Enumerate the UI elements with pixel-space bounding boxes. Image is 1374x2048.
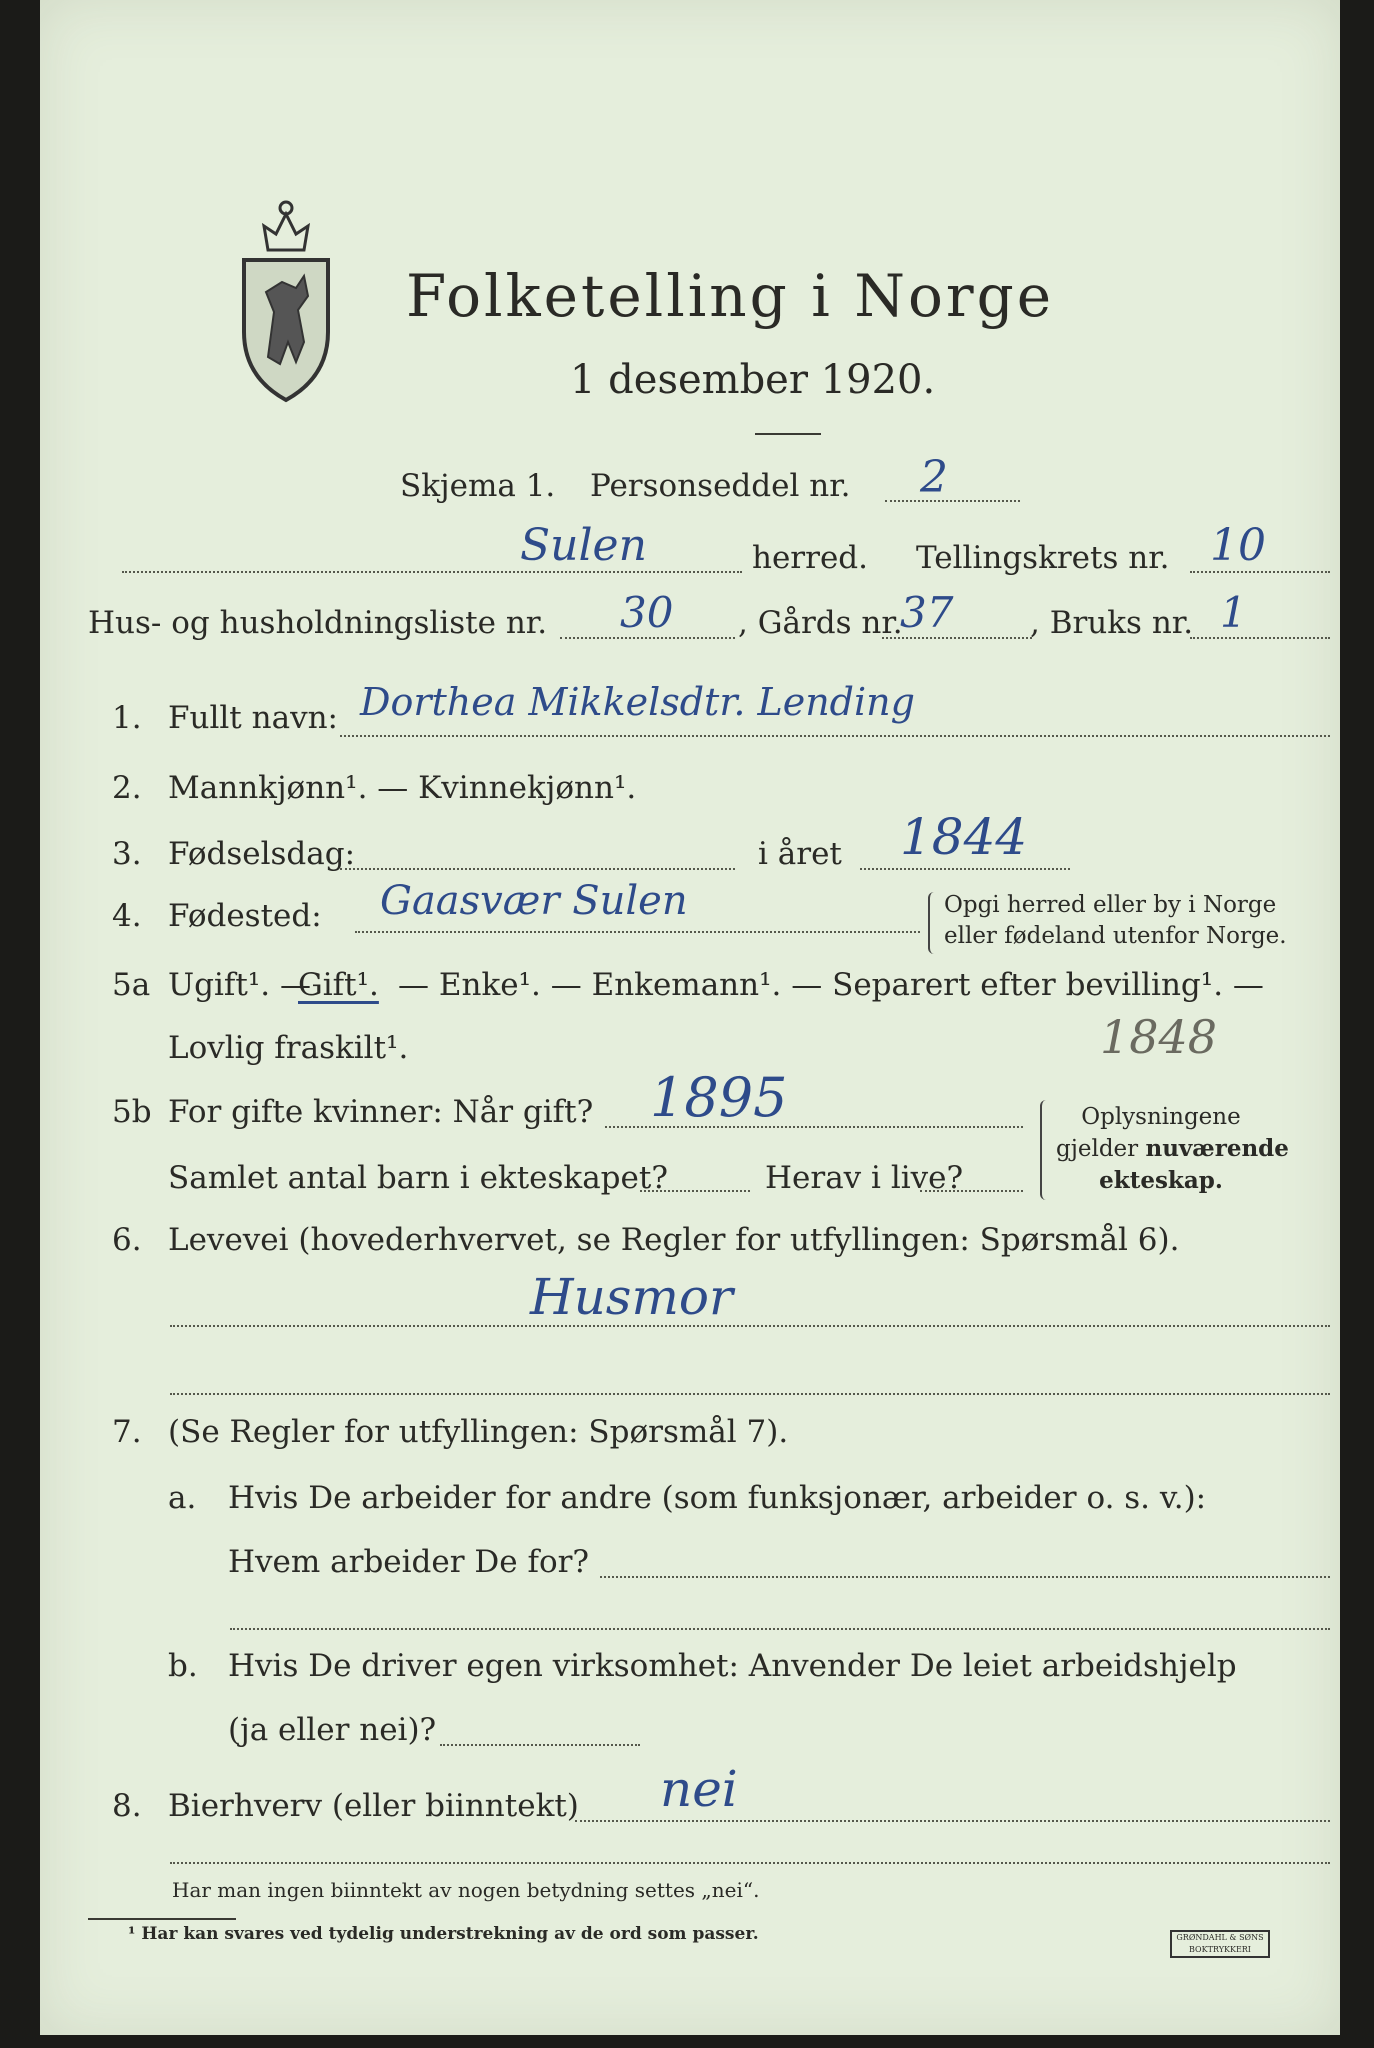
gards-value: 37 [900, 588, 954, 637]
q5b-children-label: Samlet antal barn i ekteskapet? [168, 1160, 668, 1196]
q3-year-line [860, 868, 1070, 870]
q7-label: (Se Regler for utfyllingen: Spørsmål 7). [168, 1414, 789, 1450]
q5b-alive-label: Herav i live? [765, 1160, 964, 1196]
q5a-fraskilt: Lovlig fraskilt¹. [168, 1030, 409, 1066]
husholdningsliste-value: 30 [620, 588, 674, 637]
tellingskrets-line [1190, 571, 1330, 573]
q3-year-value: 1844 [900, 808, 1028, 866]
footnote-rule [88, 1918, 236, 1920]
q7a-employer-label: Hvem arbeider De for? [228, 1544, 590, 1580]
q5b-label: For gifte kvinner: Når gift? [168, 1094, 594, 1130]
q6-line-2 [170, 1393, 1330, 1395]
q8-number: 8. [112, 1788, 142, 1824]
tellingskrets-label: Tellingskrets nr. [916, 540, 1170, 576]
q5b-married-year-value: 1895 [650, 1066, 788, 1129]
herred-label: herred. [752, 540, 868, 576]
footnote: ¹ Har kan svares ved tydelig understrekning av de ord som passer. [128, 1924, 759, 1944]
q3-number: 3. [112, 836, 142, 872]
q5a-ugift: Ugift¹. — [168, 967, 311, 1003]
q8-side-income-value: nei [660, 1760, 738, 1818]
q5b-alive-line [920, 1190, 1023, 1192]
q1-number: 1. [112, 700, 142, 736]
q3-year-label: i året [758, 836, 842, 872]
personseddel-line [885, 500, 1020, 502]
bruks-label: , Bruks nr. [1030, 605, 1194, 641]
skjema-label: Skjema 1. [400, 468, 556, 504]
bruks-value: 1 [1220, 588, 1247, 637]
q8-line-1 [575, 1820, 1330, 1822]
form-title: Folketelling i Norge [406, 262, 1055, 330]
q7a-question: Hvis De arbeider for andre (som funksjonær, arbeider o. s. v.): [228, 1480, 1207, 1516]
q7b-yesno-label: (ja eller nei)? [228, 1712, 437, 1748]
q4-number: 4. [112, 898, 142, 934]
q1-label: Fullt navn: [168, 700, 338, 736]
herred-value: Sulen [520, 520, 647, 571]
title-divider [755, 433, 821, 435]
q5a-number: 5a [112, 967, 151, 1003]
q5b-line [605, 1126, 1023, 1128]
q6-line-1 [170, 1325, 1330, 1327]
q4-label: Fødested: [168, 898, 322, 934]
q4-note: Opgi herred eller by i Norge eller fødeland utenfor Norge. [944, 892, 1287, 950]
q7b-letter: b. [168, 1648, 198, 1684]
q7a-letter: a. [168, 1480, 197, 1516]
q5a-margin-note: 1848 [1100, 1010, 1218, 1064]
q7b-yesno-line [440, 1744, 640, 1746]
q5b-children-line [640, 1190, 750, 1192]
q7b-question: Hvis De driver egen virksomhet: Anvender De leiet arbeidshjelp [228, 1648, 1237, 1684]
coat-of-arms-icon [238, 192, 334, 404]
printer-stamp: GRØNDAHL & SØNS BOKTRYKKERI [1170, 1930, 1270, 1958]
husholdningsliste-line [560, 637, 735, 639]
q3-label: Fødselsdag: [168, 836, 356, 872]
herred-line [122, 571, 742, 573]
q6-occupation-value: Husmor [530, 1268, 733, 1326]
q7a-extra-line [230, 1628, 1330, 1630]
q5b-note: Oplysningene gjelder nuværende ekteskap. [1056, 1104, 1289, 1195]
q7-number: 7. [112, 1414, 142, 1450]
q7a-employer-line [600, 1576, 1330, 1578]
q4-brace [928, 892, 940, 954]
tellingskrets-value: 10 [1210, 520, 1266, 571]
q5b-brace [1040, 1100, 1054, 1200]
q6-number: 6. [112, 1222, 142, 1258]
personseddel-value: 2 [920, 452, 948, 503]
gards-label: , Gårds nr. [738, 605, 903, 641]
q5a-other-options: — Enke¹. — Enkemann¹. — Separert efter bevilling¹. — [398, 967, 1264, 1003]
q2-number: 2. [112, 770, 142, 806]
census-form-sheet [40, 0, 1340, 2035]
gards-line [882, 637, 1032, 639]
q4-line [355, 931, 920, 933]
personseddel-label: Personseddel nr. [590, 468, 851, 504]
q1-fullname-value: Dorthea Mikkelsdtr. Lending [360, 680, 915, 724]
husholdningsliste-label: Hus- og husholdningsliste nr. [88, 605, 548, 641]
q5b-number: 5b [112, 1094, 152, 1130]
bruks-line [1190, 637, 1330, 639]
q5a-gift-underlined: Gift¹. [298, 967, 379, 1003]
q3-birthday-line [340, 868, 735, 870]
q8-line-2 [170, 1862, 1330, 1864]
q1-line [340, 735, 1330, 737]
q6-label: Levevei (hovederhvervet, se Regler for utfyllingen: Spørsmål 6). [168, 1222, 1180, 1258]
q4-birthplace-value: Gaasvær Sulen [380, 878, 688, 924]
q2-gender-options: Mannkjønn¹. — Kvinnekjønn¹. [168, 770, 637, 806]
q8-label: Bierhverv (eller biinntekt) [168, 1788, 579, 1824]
footer-note: Har man ingen biinntekt av nogen betydning settes „nei“. [172, 1878, 760, 1902]
form-date: 1 desember 1920. [570, 357, 936, 403]
